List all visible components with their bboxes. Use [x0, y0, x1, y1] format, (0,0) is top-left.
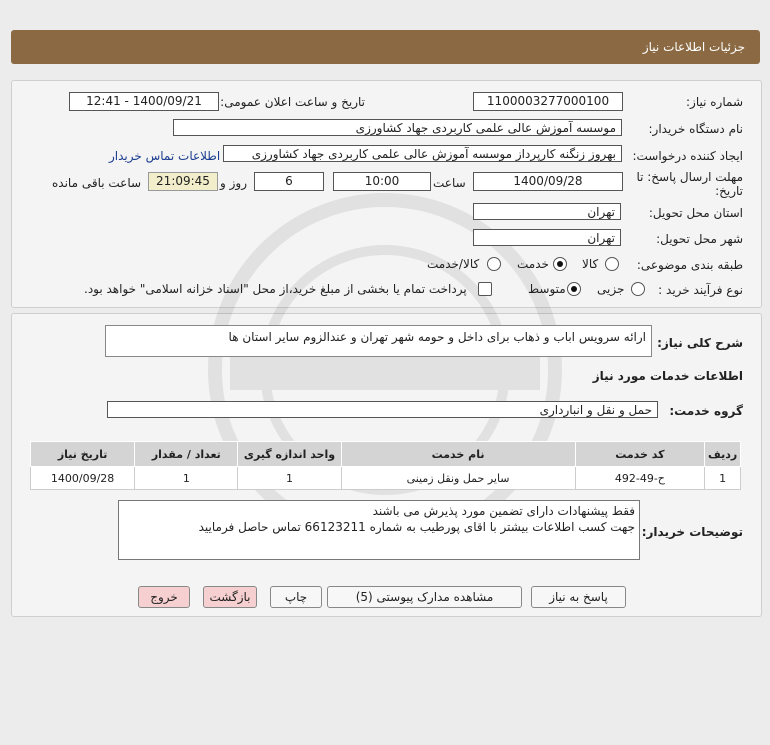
service-group-label: گروه خدمت:: [669, 404, 743, 418]
view-attachments-button[interactable]: مشاهده مدارک پیوستی (5): [327, 586, 522, 608]
services-table: [30, 441, 741, 490]
page-header: [11, 30, 760, 64]
creator-label: ایجاد کننده درخواست:: [632, 149, 743, 163]
buyer-org-label: نام دستگاه خریدار:: [648, 122, 743, 136]
buyer-notes-line-1: فقط پیشنهادات دارای تضمین مورد پذیرش می باشند: [372, 504, 635, 518]
cell-row-number: 1: [705, 467, 741, 490]
treasury-payment-label: پرداخت تمام یا بخشی از مبلغ خرید،از محل "اسناد خزانه اسلامی" خواهد بود.: [84, 282, 467, 296]
buyer-org-field[interactable]: موسسه آموزش عالی علمی کاربردی جهاد کشاورزی: [173, 119, 622, 136]
buyer-notes-field[interactable]: [118, 500, 640, 560]
process-medium-label: متوسط: [528, 282, 566, 296]
service-group-field[interactable]: حمل و نقل و انبارداری: [107, 401, 658, 418]
province-field[interactable]: تهران: [473, 203, 621, 220]
need-number-label: شماره نیاز:: [686, 95, 743, 109]
category-goods-service-radio[interactable]: [487, 257, 501, 271]
need-summary-label: شرح کلی نیاز:: [657, 336, 743, 350]
province-label: استان محل تحویل:: [648, 206, 743, 220]
creator-field[interactable]: بهروز زنگنه کارپرداز موسسه آموزش عالی علمی کاربردی جهاد کشاورزی: [223, 145, 622, 162]
cell-unit: 1: [238, 467, 341, 490]
category-label: طبقه بندی موضوعی:: [636, 258, 743, 272]
treasury-payment-checkbox[interactable]: [478, 282, 492, 296]
category-goods-radio[interactable]: [605, 257, 619, 271]
services-heading: اطلاعات خدمات مورد نیاز: [592, 369, 743, 383]
need-number-field[interactable]: 1100003277000100: [473, 92, 623, 111]
category-service-label: خدمت: [517, 257, 549, 271]
page-title: جزئیات اطلاعات نیاز: [642, 40, 745, 54]
col-row-number: ردیف: [705, 442, 741, 467]
exit-button[interactable]: خروج: [138, 586, 190, 608]
deadline-label: مهلت ارسال پاسخ: تا: [636, 170, 743, 184]
back-button[interactable]: بازگشت: [203, 586, 257, 608]
category-service-radio[interactable]: [553, 257, 567, 271]
col-service-code: کد خدمت: [575, 442, 705, 467]
col-unit: واحد اندازه گیری: [238, 442, 341, 467]
city-field[interactable]: تهران: [473, 229, 621, 246]
col-need-date: تاریخ نیاز: [31, 442, 135, 467]
buyer-contact-link[interactable]: اطلاعات تماس خریدار: [109, 149, 221, 163]
process-medium-radio[interactable]: [567, 282, 581, 296]
table-row[interactable]: [31, 467, 741, 490]
buyer-notes-label: توضیحات خریدار:: [641, 525, 743, 539]
deadline-time-label: ساعت: [433, 176, 466, 190]
print-button[interactable]: چاپ: [270, 586, 322, 608]
cell-need-date: 1400/09/28: [31, 467, 135, 490]
process-type-label: نوع فرآیند خرید :: [658, 283, 743, 297]
city-label: شهر محل تحویل:: [656, 232, 743, 246]
cell-quantity: 1: [135, 467, 238, 490]
days-remaining-field[interactable]: 6: [254, 172, 324, 191]
process-minor-label: جزیی: [597, 282, 625, 296]
category-goods-label: کالا: [582, 257, 599, 271]
deadline-date-field[interactable]: 1400/09/28: [473, 172, 623, 191]
remaining-time-field: 21:09:45: [148, 172, 218, 191]
col-quantity: تعداد / مقدار: [135, 442, 238, 467]
category-goods-service-label: کالا/خدمت: [427, 257, 480, 271]
announce-date-field[interactable]: 1400/09/21 - 12:41: [69, 92, 219, 111]
deadline-time-field[interactable]: 10:00: [333, 172, 431, 191]
cell-service-name: سایر حمل ونقل زمینی: [341, 467, 575, 490]
need-summary-field[interactable]: ارائه سرویس اباب و ذهاب برای داخل و حومه شهر تهران و عندالزوم سایر استان ها: [105, 325, 652, 357]
need-info-panel: [11, 80, 762, 308]
table-header-row: [31, 442, 741, 467]
col-service-name: نام خدمت: [341, 442, 575, 467]
cell-service-code: ح-49-492: [575, 467, 705, 490]
process-minor-radio[interactable]: [631, 282, 645, 296]
buyer-notes-line-2: جهت کسب اطلاعات بیشتر با اقای پورطیب به شماره 66123211 تماس حاصل فرمایید: [198, 520, 635, 534]
announce-date-label: تاریخ و ساعت اعلان عمومی:: [220, 95, 365, 109]
deadline-date-label: تاریخ:: [715, 184, 743, 198]
remaining-time-label: ساعت باقی مانده: [52, 176, 142, 190]
reply-button[interactable]: پاسخ به نیاز: [531, 586, 626, 608]
days-label: روز و: [220, 176, 247, 190]
